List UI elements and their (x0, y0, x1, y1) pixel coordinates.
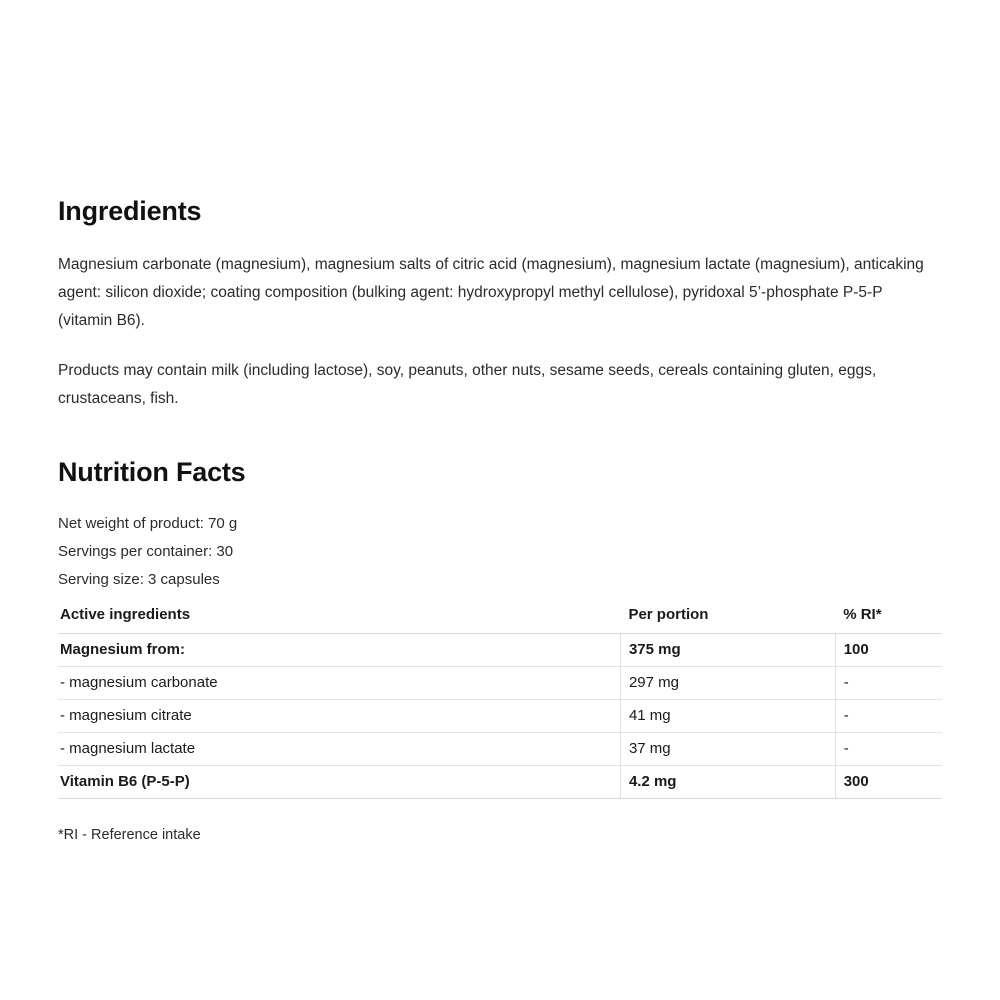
servings-per-container-line: Servings per container: 30 (58, 543, 234, 560)
cell-percent-ri: - (835, 700, 942, 733)
cell-percent-ri: 300 (835, 766, 942, 799)
cell-per-portion: 375 mg (620, 634, 835, 667)
cell-ingredient-name: - magnesium carbonate (60, 674, 218, 691)
cell-ingredient-name: Vitamin B6 (P-5-P) (60, 773, 190, 790)
cell-per-portion: 297 mg (620, 667, 835, 700)
ri-footnote: *RI - Reference intake (58, 827, 201, 843)
ingredients-heading: Ingredients (58, 196, 202, 226)
cell-percent-ri: - (835, 667, 942, 700)
allergens-paragraph: Products may contain milk (including lactose), soy, peanuts, other nuts, sesame seeds, cereals containing gluten, eggs, crustaceans, fish. (58, 362, 877, 407)
table-row (58, 634, 942, 667)
cell-per-portion: 4.2 mg (620, 766, 835, 799)
cell-percent-ri: - (835, 733, 942, 766)
table-row (58, 700, 942, 733)
cell-ingredient-name: - magnesium citrate (60, 707, 192, 724)
nutrition-table (58, 599, 942, 799)
column-header-active-ingredients: Active ingredients (58, 599, 620, 634)
cell-per-portion: 37 mg (620, 733, 835, 766)
nutrition-facts-heading: Nutrition Facts (58, 457, 246, 487)
table-header-row (58, 599, 942, 634)
net-weight-line: Net weight of product: 70 g (58, 515, 238, 532)
column-header-per-portion: Per portion (620, 599, 835, 634)
nutrition-table-body (58, 634, 942, 799)
cell-per-portion: 41 mg (620, 700, 835, 733)
serving-size-line: Serving size: 3 capsules (58, 571, 220, 588)
column-header-ri: % RI* (835, 599, 942, 634)
cell-percent-ri: 100 (835, 634, 942, 667)
cell-ingredient-name: - magnesium lactate (60, 740, 196, 757)
ingredients-paragraph: Magnesium carbonate (magnesium), magnesium salts of citric acid (magnesium), magnesium lactate (magnesium), anticaking agent: silicon dioxide; coating composition (bulking agent: hydroxypropyl methyl cellulose), pyridoxal 5’-phosphate P-5-P (vitamin B6). (58, 256, 924, 329)
serving-info (58, 510, 942, 594)
table-row (58, 733, 942, 766)
product-info-page (58, 196, 942, 843)
cell-ingredient-name: Magnesium from: (60, 641, 186, 658)
table-row (58, 766, 942, 799)
nutrition-table-header (58, 599, 942, 634)
table-row (58, 667, 942, 700)
